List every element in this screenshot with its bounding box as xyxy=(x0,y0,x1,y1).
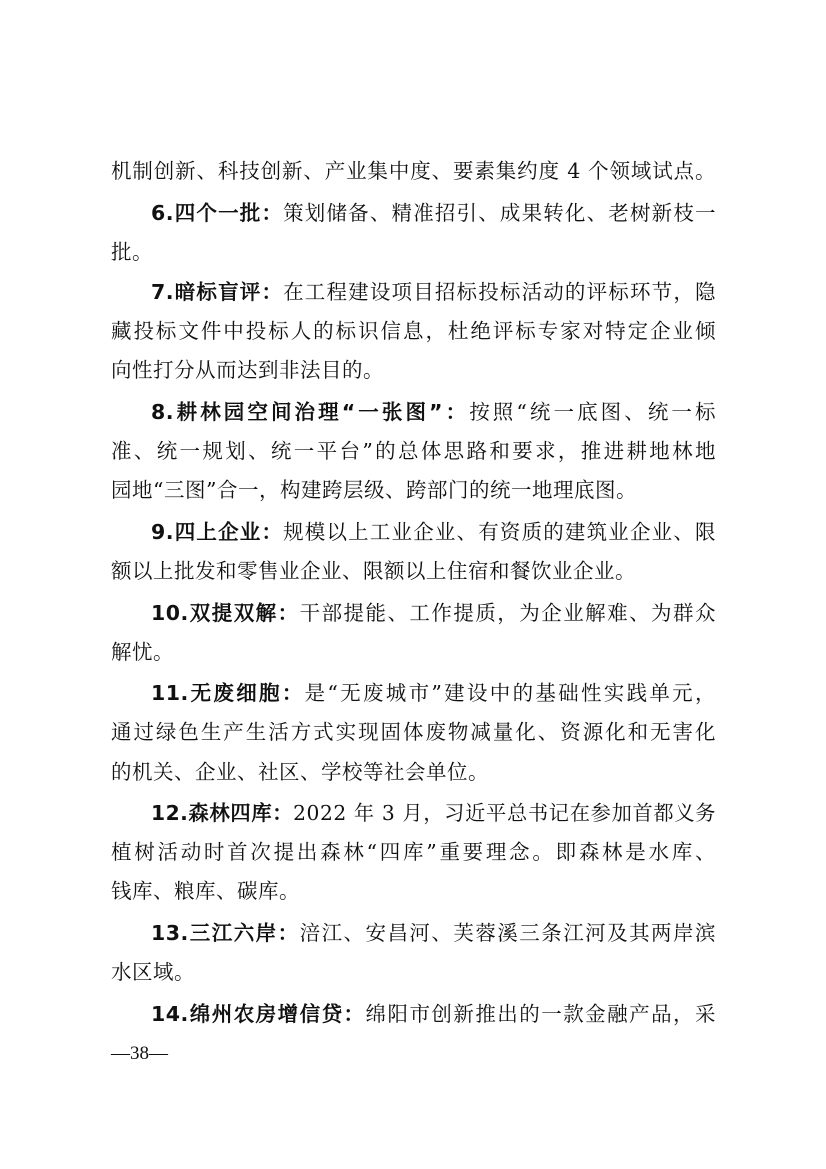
page-number: —38— xyxy=(111,1043,168,1064)
text-line: 额以上批发和零售业企业、限额以上住宿和餐饮业企业。 xyxy=(111,559,636,583)
text-line: 批。 xyxy=(111,240,153,264)
term-label: 8.耕林园空间治理“一张图”： xyxy=(151,400,470,424)
term-label: 13.三江六岸： xyxy=(151,921,300,945)
text-line: 解忧。 xyxy=(111,640,174,664)
text-line: 水区域。 xyxy=(111,960,195,984)
text-line: 向性打分从而达到非法目的。 xyxy=(111,358,384,382)
term-label: 11.无废细胞： xyxy=(151,681,305,705)
term-label: 14.绵州农房增信贷： xyxy=(151,1002,366,1026)
term-label: 12.森林四库： xyxy=(151,801,294,825)
text-line: 准、统一规划、统一平台”的总体思路和要求，推进耕地林地 xyxy=(111,439,716,463)
text-line: 钱库、粮库、碳库。 xyxy=(111,879,300,903)
text-line: 植树活动时首次提出森林“四库”重要理念。即森林是水库、 xyxy=(111,840,716,864)
glossary-entry-6: 6.四个一批：策划储备、精准招引、成果转化、老树新枝一 xyxy=(151,201,716,225)
text-line: 机制创新、科技创新、产业集中度、要素集约度 4 个领域试点。 xyxy=(111,159,716,183)
term-label: 10.双提双解： xyxy=(151,601,300,625)
text-line: 的机关、企业、社区、学校等社会单位。 xyxy=(111,760,489,784)
text-line: 通过绿色生产生活方式实现固体废物减量化、资源化和无害化 xyxy=(111,720,716,744)
glossary-entry-9: 9.四上企业：规模以上工业企业、有资质的建筑业企业、限 xyxy=(151,520,716,544)
glossary-entry-10: 10.双提双解：干部提能、工作提质，为企业解难、为群众 xyxy=(151,601,716,625)
glossary-entry-8: 8.耕林园空间治理“一张图”：按照“统一底图、统一标 xyxy=(151,400,717,424)
glossary-entry-14: 14.绵州农房增信贷：绵阳市创新推出的一款金融产品，采 xyxy=(151,1002,716,1026)
glossary-entry-7: 7.暗标盲评：在工程建设项目招标投标活动的评标环节，隐 xyxy=(151,280,716,304)
text-line: 园地“三图”合一，构建跨层级、跨部门的统一地理底图。 xyxy=(111,478,637,502)
glossary-entry-13: 13.三江六岸：涪江、安昌河、芙蓉溪三条江河及其两岸滨 xyxy=(151,921,716,945)
glossary-entry-11: 11.无废细胞：是“无废城市”建设中的基础性实践单元， xyxy=(151,681,716,705)
term-label: 9.四上企业： xyxy=(151,520,284,544)
term-label: 7.暗标盲评： xyxy=(151,280,284,304)
text-line: 藏投标文件中投标人的标识信息，杜绝评标专家对特定企业倾 xyxy=(111,319,716,343)
term-label: 6.四个一批： xyxy=(151,201,284,225)
glossary-entry-12: 12.森林四库：2022 年 3 月，习近平总书记在参加首都义务 xyxy=(151,801,717,825)
